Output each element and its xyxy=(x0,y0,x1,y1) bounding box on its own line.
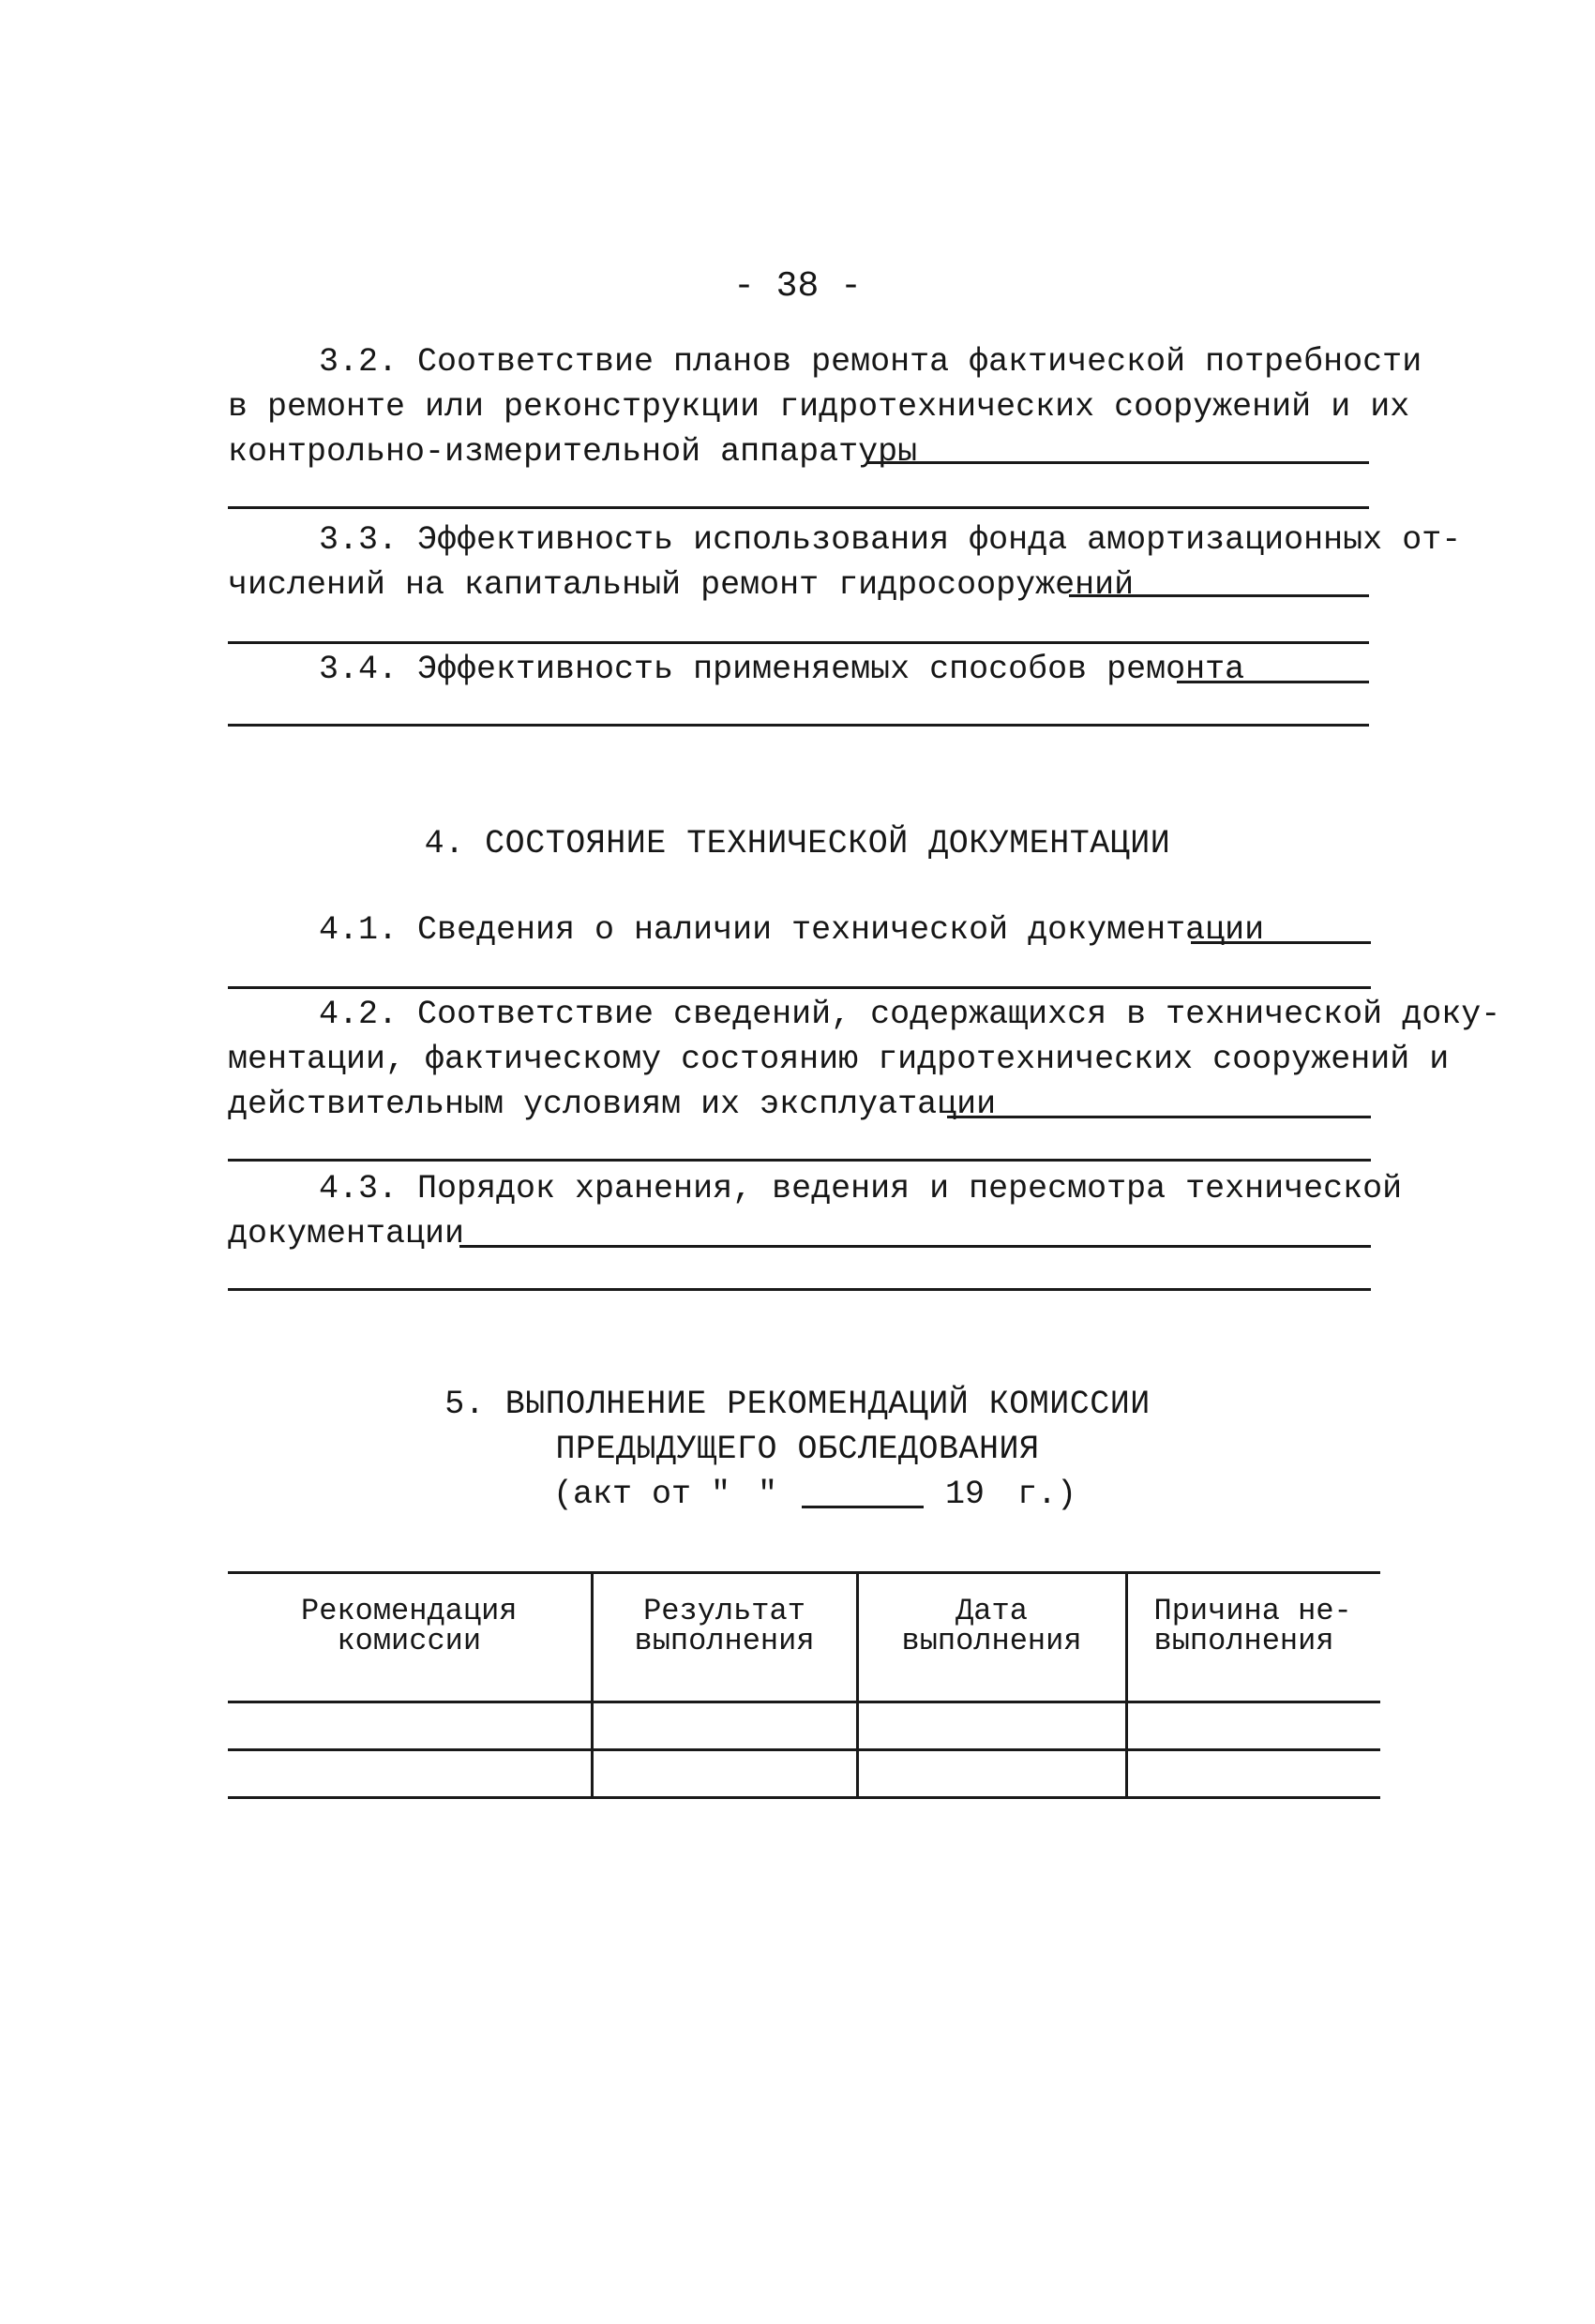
col-header-line: выполнения xyxy=(634,1624,815,1658)
item-3-3-answer-line xyxy=(228,641,1369,644)
col-header-line: Результат xyxy=(643,1594,805,1628)
section-4-heading: 4. СОСТОЯНИЕ ТЕХНИЧЕСКОЙ ДОКУМЕНТАЦИИ xyxy=(424,825,1171,862)
table-cell xyxy=(1126,1702,1380,1750)
item-3-4-line-1: 3.4. Эффективность применяемых способов ремонта xyxy=(319,651,1245,688)
col-header-line: выполнения xyxy=(1153,1624,1334,1658)
item-3-2-fill-line xyxy=(867,461,1369,464)
table-header-row xyxy=(228,1573,1380,1702)
act-year: 19 xyxy=(945,1476,986,1513)
item-4-3-fill-line xyxy=(459,1245,1371,1248)
col-header-date xyxy=(857,1573,1126,1702)
table-row xyxy=(228,1750,1380,1798)
item-3-4-fill-line xyxy=(1177,681,1369,683)
col-header-result xyxy=(592,1573,857,1702)
act-suffix: г.) xyxy=(1017,1476,1077,1513)
section-5-heading-line-2: ПРЕДЫДУЩЕГО ОБСЛЕДОВАНИЯ xyxy=(555,1431,1040,1468)
col-header-reason xyxy=(1126,1573,1380,1702)
item-4-3-line-1: 4.3. Порядок хранения, ведения и пересмотра технической xyxy=(319,1170,1403,1207)
table-cell xyxy=(592,1702,857,1750)
col-header-recommendation xyxy=(228,1573,592,1702)
item-3-2-line-1: 3.2. Соответствие планов ремонта фактической потребности xyxy=(319,343,1422,381)
col-header-line: Дата xyxy=(955,1594,1028,1628)
item-3-2-answer-line xyxy=(228,506,1369,509)
table-cell xyxy=(228,1750,592,1798)
item-4-2-line-2: ментации, фактическому состоянию гидротехнических сооружений и xyxy=(228,1041,1450,1078)
col-header-line: Причина не- xyxy=(1153,1594,1352,1628)
section-5-heading-line-1: 5. ВЫПОЛНЕНИЕ РЕКОМЕНДАЦИЙ КОМИССИИ xyxy=(444,1386,1151,1423)
item-3-3-line-1: 3.3. Эффективность использования фонда амортизационных от- xyxy=(319,521,1462,559)
item-4-2-line-1: 4.2. Соответствие сведений, содержащихся в технической доку- xyxy=(319,996,1501,1033)
item-3-4-answer-line xyxy=(228,724,1369,727)
table-row xyxy=(228,1702,1380,1750)
table-cell xyxy=(857,1702,1126,1750)
item-4-1-line-1: 4.1. Сведения о наличии технической документации xyxy=(319,911,1265,949)
item-4-2-answer-line xyxy=(228,1159,1371,1162)
item-4-3-line-2: документации xyxy=(228,1215,465,1252)
item-3-2-line-3: контрольно-измерительной аппаратуры xyxy=(228,433,918,471)
page-number: - 38 - xyxy=(733,266,862,307)
item-4-1-answer-line xyxy=(228,986,1371,989)
item-4-2-fill-line xyxy=(947,1116,1371,1118)
table-cell xyxy=(592,1750,857,1798)
item-4-1-fill-line xyxy=(1191,941,1371,944)
table-cell xyxy=(228,1702,592,1750)
table-cell xyxy=(1126,1750,1380,1798)
table-cell xyxy=(857,1750,1126,1798)
item-4-2-line-3: действительным условиям их эксплуатации xyxy=(228,1086,997,1123)
item-3-3-fill-line xyxy=(1069,594,1369,597)
item-3-2-line-2: в ремонте или реконструкции гидротехнических сооружений и их xyxy=(228,388,1410,426)
item-4-3-answer-line xyxy=(228,1288,1371,1291)
recommendations-table xyxy=(228,1571,1380,1799)
col-header-line: комиссии xyxy=(337,1624,482,1658)
col-header-line: Рекомендация xyxy=(301,1594,518,1628)
act-date-fill-line xyxy=(802,1506,924,1508)
act-quote-close: " xyxy=(758,1476,778,1513)
act-prefix: (акт от " xyxy=(553,1476,731,1513)
col-header-line: выполнения xyxy=(901,1624,1082,1658)
item-3-3-line-2: числений на капитальный ремонт гидросооружений xyxy=(228,566,1135,604)
